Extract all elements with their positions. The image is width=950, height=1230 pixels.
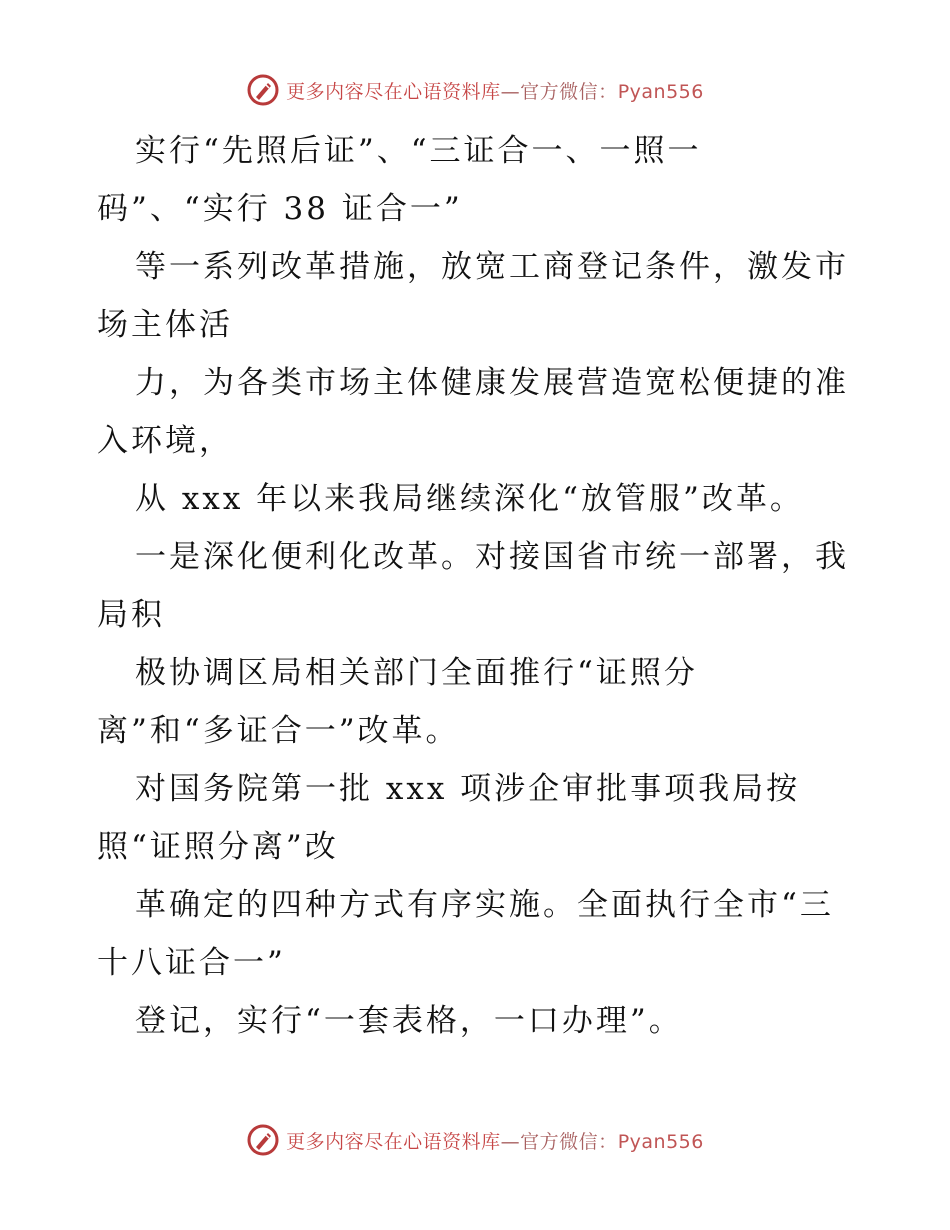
banner-sub: 官方微信： <box>520 1130 618 1153</box>
banner-main: 更多内容尽在心语资料库 <box>286 1130 501 1153</box>
banner-separator: — <box>500 80 521 103</box>
text-line: 革确定的四种方式有序实施。全面执行全市“三 <box>135 887 834 923</box>
paragraph-7 <box>97 760 857 876</box>
text-line: 离”和“多证合一”改革。 <box>97 713 460 749</box>
paragraph-4 <box>97 470 857 528</box>
text-line: 从 xxx 年以来我局继续深化“放管服”改革。 <box>135 481 804 517</box>
text-line: 一是深化便利化改革。对接国省市统一部署，我 <box>135 539 849 575</box>
text-line: 登记，实行“一套表格，一口办理”。 <box>135 1003 683 1039</box>
banner-sub: 官方微信： <box>520 80 618 103</box>
banner-text <box>286 1127 704 1154</box>
footer-banner <box>0 1120 950 1160</box>
text-line: 局积 <box>97 597 165 633</box>
paragraph-6 <box>97 644 857 760</box>
paragraph-1 <box>97 122 857 238</box>
banner-id: Pyan556 <box>617 1130 704 1153</box>
text-line: 十八证合一” <box>97 945 286 981</box>
text-line: 对国务院第一批 xxx 项涉企审批事项我局按 <box>135 771 801 807</box>
paragraph-8 <box>97 876 857 992</box>
pen-logo-icon <box>246 1123 280 1157</box>
banner-main: 更多内容尽在心语资料库 <box>286 80 501 103</box>
paragraph-9 <box>97 992 857 1050</box>
text-line: 极协调区局相关部门全面推行“证照分 <box>135 655 698 691</box>
text-line: 照“证照分离”改 <box>97 829 339 865</box>
text-line: 入环境， <box>97 423 233 459</box>
paragraph-5 <box>97 528 857 644</box>
document-body <box>97 122 857 1050</box>
text-line: 场主体活 <box>97 307 233 343</box>
text-line: 实行“先照后证”、“三证合一、一照一 <box>135 133 702 169</box>
text-line: 码”、“实行 38 证合一” <box>97 191 463 227</box>
banner-id: Pyan556 <box>617 80 704 103</box>
text-line: 等一系列改革措施，放宽工商登记条件，激发市 <box>135 249 849 285</box>
banner-text <box>286 77 704 104</box>
paragraph-3 <box>97 354 857 470</box>
paragraph-2 <box>97 238 857 354</box>
banner-separator: — <box>500 1130 521 1153</box>
text-line: 力，为各类市场主体健康发展营造宽松便捷的准 <box>135 365 849 401</box>
pen-logo-icon <box>246 73 280 107</box>
header-banner <box>0 70 950 110</box>
